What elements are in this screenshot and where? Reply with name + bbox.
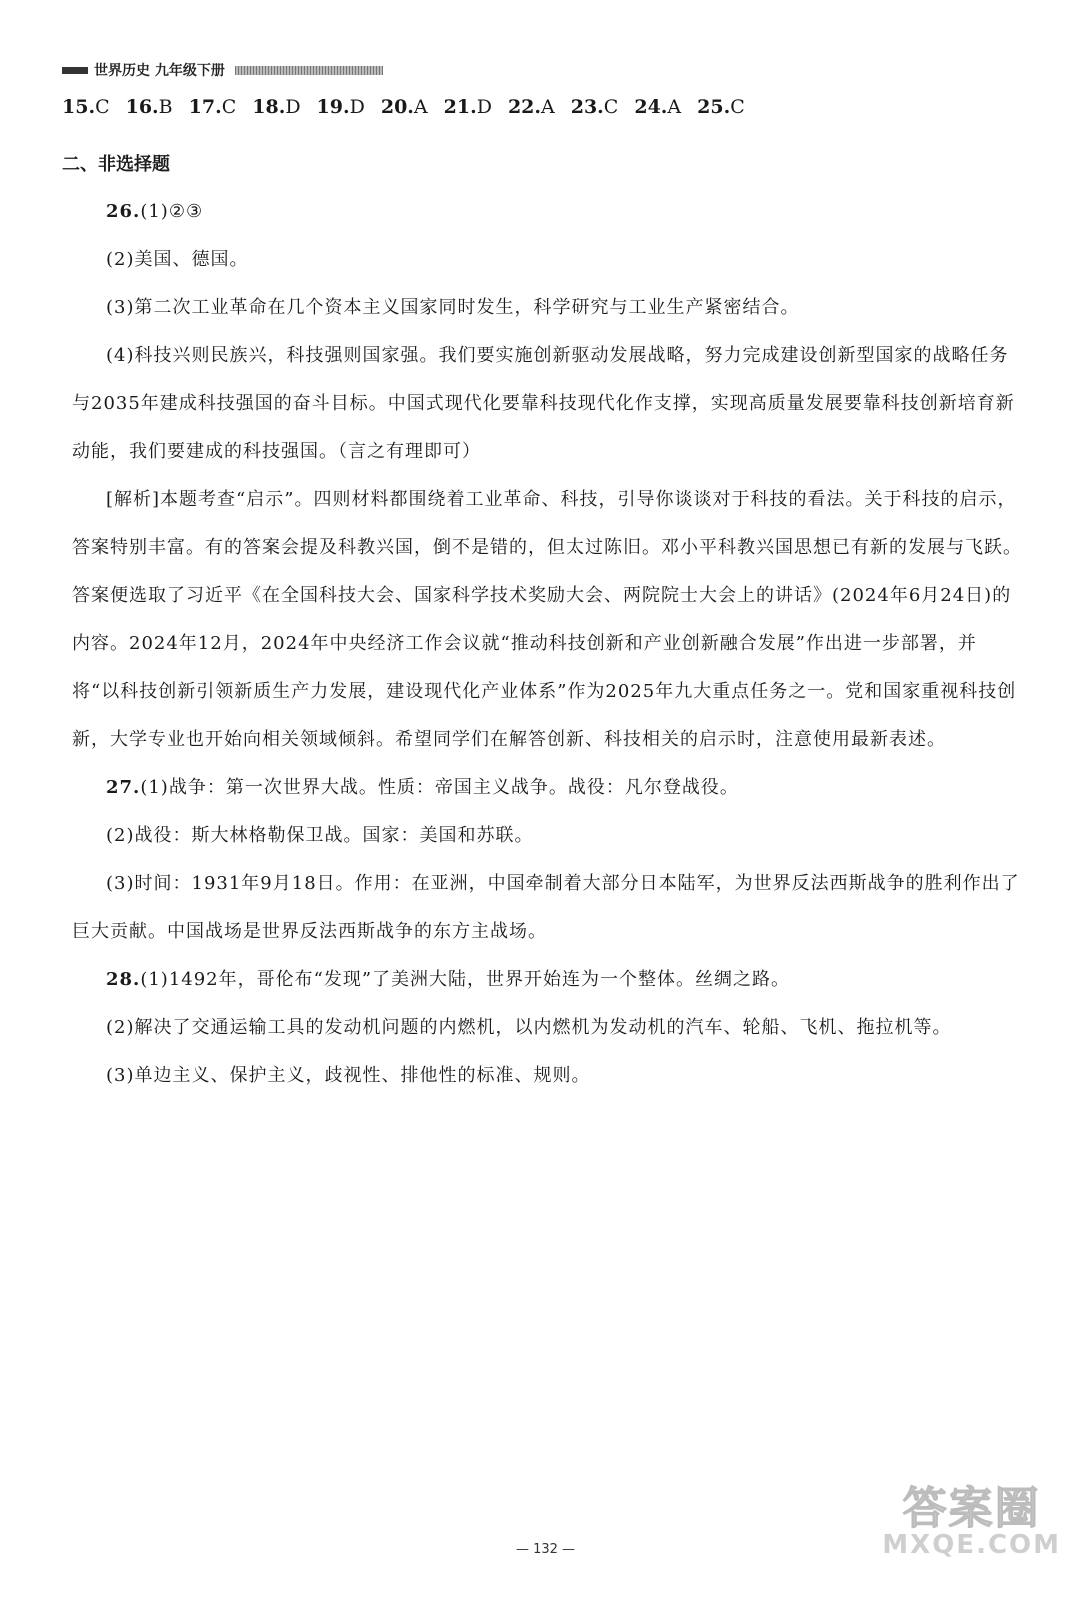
- q27-part3: (3)时间：1931年9月18日。作用：在亚洲，中国牵制着大部分日本陆军，为世界反法西斯战争的胜利作出了巨大贡献。中国战场是世界反法西斯战争的东方主战场。: [72, 873, 1020, 942]
- header-bar-decoration: [62, 67, 88, 74]
- answer-item: 22.A: [507, 96, 555, 118]
- q26-part1: 26.(1)②③: [106, 201, 204, 222]
- answer-item: 24.A: [634, 96, 682, 118]
- answer-item: 20.A: [380, 96, 428, 118]
- section-title: 二、非选择题: [62, 154, 170, 175]
- mc-answer-row: [62, 96, 745, 118]
- q26-part2: (2)美国、德国。: [106, 249, 249, 270]
- header-title: 世界历史 九年级下册: [94, 63, 225, 79]
- answer-item: 15.C: [62, 96, 110, 118]
- answer-item: 25.C: [697, 96, 745, 118]
- page-header: [62, 60, 383, 80]
- q26-analysis: [解析]本题考查“启示”。四则材料都围绕着工业革命、科技，引导你谈谈对于科技的看法。关于科技的启示，答案特别丰富。有的答案会提及科教兴国，倒不是错的，但太过陈旧。邓小平科教兴国思想已有新的发展与飞跃。答案便选取了习近平《在全国科技大会、国家科学技术奖励大会、两院院士大会上的讲话》(2024年6月24日)的内容。2024年12月，2024年中央经济工作会议就“推动科技创新和产业创新融合发展”作出进一步部署，并将“以科技创新引领新质生产力发展，建设现代化产业体系”作为2025年九大重点任务之一。党和国家重视科技创新，大学专业也开始向相关领域倾斜。希望同学们在解答创新、科技相关的启示时，注意使用最新表述。: [72, 489, 1022, 750]
- q28-part1: 28.(1)1492年，哥伦布“发现”了美洲大陆，世界开始连为一个整体。丝绸之路。: [106, 969, 791, 990]
- answer-item: 18.D: [252, 96, 301, 118]
- q26-part4: (4)科技兴则民族兴，科技强则国家强。我们要实施创新驱动发展战略，努力完成建设创新型国家的战略任务与2035年建成科技强国的奋斗目标。中国式现代化要靠科技现代化作支撑，实现高质量发展要靠科技创新培育新动能，我们要建成的科技强国。（言之有理即可）: [72, 345, 1015, 462]
- page-number: — 132 —: [515, 1542, 576, 1557]
- q27-part1: 27.(1)战争：第一次世界大战。性质：帝国主义战争。战役：凡尔登战役。: [106, 777, 739, 798]
- answer-item: 19.D: [316, 96, 365, 118]
- q27-part2: (2)战役：斯大林格勒保卫战。国家：美国和苏联。: [106, 825, 534, 846]
- answer-content: [72, 188, 1022, 1100]
- q28-part3: (3)单边主义、保护主义，歧视性、排他性的标准、规则。: [106, 1065, 591, 1086]
- q26-part3: (3)第二次工业革命在几个资本主义国家同时发生，科学研究与工业生产紧密结合。: [106, 297, 800, 318]
- answer-item: 21.D: [443, 96, 492, 118]
- answer-item: 16.B: [125, 96, 173, 118]
- watermark-logo: 答案圈: [902, 1483, 1041, 1534]
- q28-part2: (2)解决了交通运输工具的发动机问题的内燃机，以内燃机为发动机的汽车、轮船、飞机、拖拉机等。: [106, 1017, 952, 1038]
- header-stripe-decoration: [235, 66, 383, 75]
- answer-item: 17.C: [188, 96, 237, 118]
- answer-item: 23.C: [570, 96, 619, 118]
- watermark: [882, 1472, 1061, 1560]
- watermark-url: MXQE.COM: [882, 1530, 1061, 1560]
